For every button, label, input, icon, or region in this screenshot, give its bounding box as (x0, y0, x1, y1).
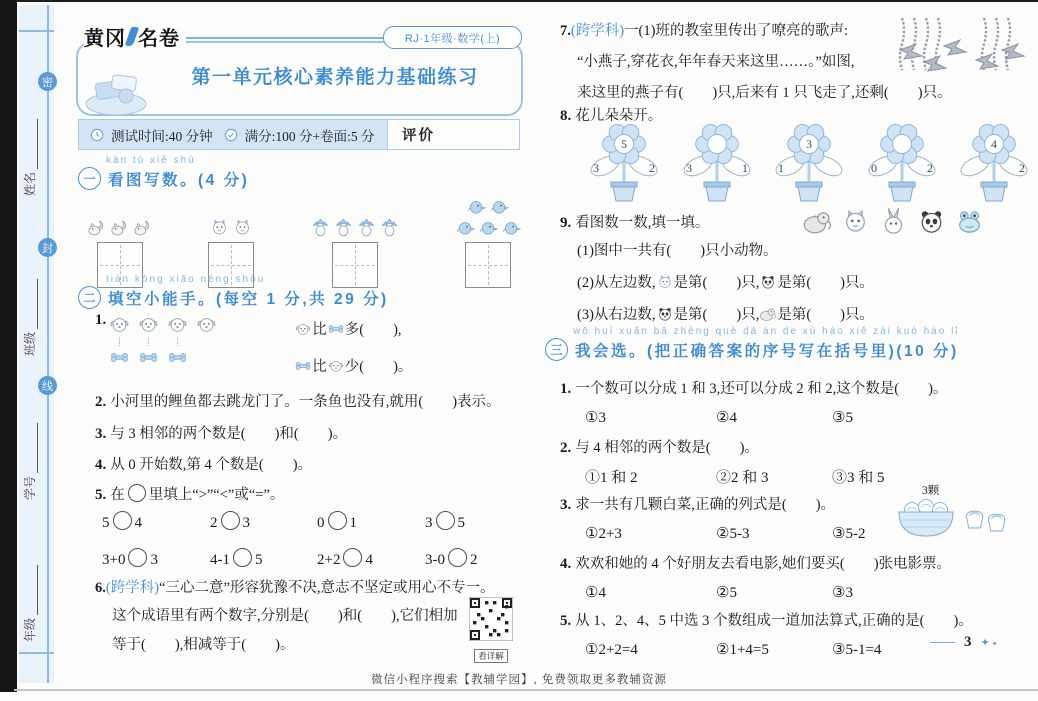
svg-text:3: 3 (593, 161, 599, 175)
picture-rows (455, 194, 522, 238)
bird-icon (489, 196, 510, 217)
option-item: ③5 (832, 410, 853, 426)
option-item: ③3 和 5 (832, 470, 885, 486)
answer-circle (436, 511, 455, 530)
text-fragment: 比 (312, 322, 327, 338)
text-fragment: 里填上“>”“<”或“=”。 (148, 487, 285, 503)
question-4 (95, 453, 312, 474)
name-label: 姓名 (23, 171, 37, 196)
choice-2-options (585, 466, 885, 487)
choice-1-text: 一个数可以分成 1 和 3,还可以分成 2 和 2,这个数是( )。 (575, 381, 948, 397)
dog-icon (327, 357, 345, 375)
dotted-line (177, 337, 178, 346)
left-value: 3+0 (102, 551, 126, 568)
text-fragment: 在 (110, 487, 125, 503)
left-value: 3 (425, 514, 433, 531)
svg-text:5: 5 (621, 137, 627, 151)
number-bond-flower (861, 120, 943, 213)
picture-row (310, 217, 400, 238)
left-value: 0 (317, 514, 325, 531)
right-value: 2 (470, 551, 478, 568)
test-time: 测试时间:40 分钟 (111, 128, 213, 144)
left-value: 2 (210, 514, 218, 531)
svg-text:2: 2 (649, 161, 655, 175)
seal-line (47, 5, 49, 683)
section-1-header (78, 155, 249, 190)
svg-text:4: 4 (991, 137, 997, 151)
svg-text:2: 2 (926, 161, 933, 175)
squirrel-icon (132, 217, 153, 238)
panda-icon (759, 273, 777, 291)
elephant-icon (802, 206, 833, 237)
text-fragment: 多( ), (344, 322, 402, 338)
picture-row (455, 196, 522, 217)
radish-icon (356, 217, 377, 238)
bird-icon (455, 217, 476, 238)
text-fragment: (3)从右边数, (577, 307, 656, 323)
cross-subject-tag: (跨学科) (105, 580, 160, 596)
option-item: ①4 (585, 585, 606, 601)
option-item: ③3 (832, 585, 853, 601)
choice-5-text: 从 1、2、4、5 中选 3 个数组成一道加法算式,正确的是( )。 (575, 613, 973, 629)
section-3-pinyin: wǒ huì xuǎn bǎ zhèng què dá àn de xù hào xiě zài kuò hào lǐ (573, 326, 960, 337)
picture-row (455, 217, 522, 238)
picture-row (209, 217, 253, 238)
question-8-number: 8. (560, 108, 572, 124)
option-item: ②5 (716, 585, 737, 601)
edition-badge: RJ·1年级·数学(上) (383, 26, 522, 49)
question-3 (95, 422, 347, 443)
question-7-line3: 来这里的燕子有( )只,后来有 1 只飞走了,还剩( )只。 (577, 85, 952, 102)
bird-icon (466, 196, 487, 217)
right-value: 4 (365, 551, 373, 568)
sparkle-icon: ✦✦ (980, 637, 1000, 649)
choice-3-options (585, 524, 865, 543)
right-value: 3 (150, 551, 158, 568)
right-value: 4 (134, 514, 142, 531)
comparison-item (102, 511, 210, 532)
student-no-blank-line (26, 423, 38, 473)
option-item: ①2+3 (585, 526, 622, 542)
answer-circle (128, 548, 147, 567)
dotted-line (119, 337, 120, 346)
seal-mark-xian: 线 (38, 376, 57, 395)
option-item: ②5-3 (716, 526, 750, 542)
cross-subject-tag: (跨学科) (570, 23, 625, 39)
section-3-number: 三 (545, 338, 568, 361)
clock-icon (89, 127, 105, 143)
choice-2 (560, 436, 759, 457)
bone-icon (138, 347, 159, 368)
qr-block (467, 597, 515, 664)
answer-circle (221, 511, 240, 530)
choice-4 (560, 552, 951, 573)
option-item: ①1 和 2 (585, 470, 638, 486)
choice-3-text: 求一共有几颗白菜,正确的列式是( )。 (575, 497, 836, 513)
question-9 (560, 211, 709, 232)
compare-more-line (294, 318, 523, 339)
page-title: 第一单元核心素养能力基础练习 (191, 67, 479, 88)
number-bond-flower (676, 120, 758, 213)
name-blank-line (26, 119, 38, 169)
seal-mark-mi: 密 (38, 72, 57, 91)
scan-edge-left (0, 0, 17, 692)
svg-text:0: 0 (870, 161, 877, 175)
left-value: 2+2 (317, 551, 341, 568)
question-3-text: 与 3 相邻的两个数是( )和( )。 (110, 426, 348, 442)
choice-1-number: 1. (560, 381, 572, 397)
swallows-picture (888, 12, 1036, 86)
option-item: ②4 (716, 410, 737, 426)
question-6-line1 (95, 574, 523, 602)
choice-5 (560, 609, 973, 630)
choice-5-options (585, 640, 881, 659)
grade-blank-line (26, 565, 38, 615)
dog-icon (166, 313, 189, 336)
answer-circle (343, 548, 362, 567)
comparison-grid (102, 506, 522, 573)
number-bond-flowers (583, 120, 1035, 213)
grade-field (22, 550, 38, 642)
choice-3-number: 3. (560, 497, 572, 513)
choice-5-number: 5. (560, 613, 572, 629)
scan-edge-top (0, 0, 1038, 2)
question-2-number: 2. (95, 394, 107, 410)
question-7-line2: “小燕子,穿花衣,年年春天来这里……。”如图, (577, 54, 855, 71)
text-fragment: 是第( )只, (673, 307, 760, 323)
cabbage-count-label: 3颗 (922, 485, 940, 497)
answer-circle (448, 548, 467, 567)
question-1 (95, 312, 523, 376)
page-number-dash (930, 642, 955, 643)
option-item: ①2+2=4 (585, 642, 638, 658)
bone-icon (327, 320, 345, 338)
check-icon (223, 127, 239, 143)
bone-icon (167, 347, 188, 368)
answer-circle (128, 484, 146, 502)
scan-edge-bottom (14, 689, 1038, 691)
comparison-item (425, 511, 522, 532)
animals-row-picture (802, 206, 985, 237)
svg-text:3: 3 (685, 161, 692, 175)
writing-box (465, 242, 511, 288)
bird-icon (478, 217, 499, 238)
header-illustration (82, 66, 150, 116)
choice-4-options (585, 583, 853, 602)
dog-icon (108, 313, 131, 336)
left-value: 4-1 (210, 551, 230, 568)
choice-4-text: 欢欢和她的 4 个好朋友去看电影,她们要买( )张电影票。 (575, 556, 952, 572)
picture-rows (86, 194, 153, 238)
number-bond-flower (583, 120, 665, 213)
text-fragment: 是第( )只。 (777, 307, 875, 323)
option-item: ③5-1=4 (832, 642, 882, 658)
comparison-item (317, 511, 425, 532)
question-9-number: 9. (560, 215, 572, 231)
right-value: 5 (457, 514, 465, 531)
cabbage-picture (896, 482, 1034, 549)
section-2-header (78, 274, 389, 309)
evaluation-box: 评价 (387, 120, 519, 149)
answer-circle (233, 548, 252, 567)
comparison-item (317, 548, 425, 569)
svg-text:1: 1 (778, 161, 784, 175)
choice-1 (560, 377, 947, 398)
brand-left: 黄冈 (84, 28, 126, 50)
panda-icon (916, 206, 947, 237)
question-9-sub3 (577, 303, 874, 324)
number-bond-flower (953, 120, 1035, 213)
bones-row (108, 347, 278, 368)
name-field (22, 104, 38, 196)
picture-group (455, 194, 522, 288)
question-9-text: 看图数一数,填一填。 (575, 215, 710, 231)
question-4-text: 从 0 开始数,第 4 个数是( )。 (110, 457, 313, 473)
radish-icon (310, 217, 331, 238)
question-3-number: 3. (95, 426, 107, 442)
section-3-title: 我会选。(把正确答案的序号写在括号里)(10 分) (575, 342, 959, 360)
cabbage-basket-icon (896, 531, 1032, 548)
section-1-pinyin: kàn tú xiě shù (106, 155, 196, 166)
rabbit-icon (878, 206, 909, 237)
cat-icon (656, 273, 674, 291)
question-4-number: 4. (95, 457, 107, 473)
question-2 (95, 390, 501, 411)
bird-icon (501, 217, 522, 238)
number-bond-flower (768, 120, 850, 213)
qr-caption: 看详解 (474, 649, 508, 663)
question-5-text (110, 487, 284, 503)
promo-footer: 微信小程序搜索【教辅学园】, 免费领取更多教辅资源 (371, 674, 667, 686)
radish-icon (333, 217, 354, 238)
left-value: 5 (102, 514, 110, 531)
dogs-row (108, 313, 278, 336)
dog-icon (294, 320, 312, 338)
question-7-text1: 一(1)班的教室里传出了嘹亮的歌声: (624, 23, 848, 39)
choice-4-number: 4. (560, 556, 572, 572)
choice-2-text: 与 4 相邻的两个数是( )。 (575, 440, 759, 456)
option-item: ②2 和 3 (716, 470, 769, 486)
question-7-number: 7. (560, 23, 571, 39)
question-8-text: 花儿朵朵开。 (575, 108, 663, 124)
squirrel-icon (109, 217, 130, 238)
page-number: 3 (964, 634, 972, 650)
question-6-line2: 这个成语里有两个数字,分别是( )和( ),它们相加 (112, 608, 458, 625)
radish-icon (379, 217, 400, 238)
seal-mark-feng: 封 (38, 238, 57, 257)
option-item: ③5-2 (832, 526, 866, 542)
frog-icon (954, 206, 985, 237)
option-item: ②1+4=5 (716, 642, 769, 658)
answer-circle (113, 511, 132, 530)
full-score: 满分:100 分+卷面:5 分 (244, 128, 375, 144)
compare-less-line (294, 355, 523, 376)
text-fragment: (2)从左边数, (577, 275, 656, 291)
cat-icon (232, 217, 253, 238)
cat-icon (840, 206, 871, 237)
dog-icon (195, 313, 218, 336)
seal-line-top (19, 30, 54, 32)
section-2-title: 填空小能手。(每空 1 分,共 29 分) (108, 290, 389, 308)
question-6-line3: 等于( ),相减等于( )。 (112, 636, 295, 653)
question-6-number: 6. (95, 580, 106, 596)
question-9-sub1 (577, 239, 778, 260)
student-no-label: 学号 (23, 475, 37, 500)
section-2-pinyin: tián kòng xiǎo néng shǒu (106, 274, 266, 285)
right-value: 1 (349, 514, 357, 531)
grade-label: 年级 (23, 617, 37, 642)
section-2-number: 二 (78, 286, 101, 309)
dotted-links (108, 337, 278, 346)
question-6-text1: “三心二意”形容犹豫不决,意志不坚定或用心不专一。 (159, 580, 495, 596)
elephant-icon (759, 305, 777, 323)
brand-logo (84, 22, 186, 51)
comparison-row (102, 543, 522, 573)
class-blank-line (26, 279, 38, 329)
bone-icon (294, 357, 312, 375)
svg-text:1: 1 (741, 161, 748, 175)
section-1-number: 一 (78, 167, 101, 190)
page-number-block (930, 634, 1000, 651)
choice-3 (560, 493, 835, 514)
dogs-and-bones-picture (108, 312, 278, 376)
class-label: 班级 (23, 331, 37, 356)
comparison-item (210, 548, 317, 569)
question-1-text (278, 312, 523, 376)
svg-text:3: 3 (806, 137, 812, 151)
dog-icon (137, 313, 160, 336)
qr-code (469, 628, 513, 645)
right-value: 5 (255, 551, 263, 568)
comparison-row (102, 506, 522, 536)
question-5-number: 5. (95, 487, 107, 503)
picture-rows (209, 194, 253, 238)
question-1-number: 1. (95, 312, 107, 328)
comparison-item (425, 548, 522, 569)
question-9-sub2 (577, 271, 874, 292)
section-1-title: 看图写数。(4 分) (108, 171, 250, 189)
text-fragment: 比 (312, 359, 327, 375)
text-fragment: 是第( )只。 (777, 275, 875, 291)
test-info-bar (78, 119, 520, 150)
bone-icon (109, 347, 130, 368)
section-3-header (545, 326, 960, 361)
student-no-field (22, 408, 38, 500)
option-item: ①3 (585, 410, 606, 426)
text-fragment: 是第( )只, (673, 275, 760, 291)
choice-2-number: 2. (560, 440, 572, 456)
cat-icon (209, 217, 230, 238)
squirrel-icon (86, 217, 107, 238)
question-9-sub1-text: (1)图中一共有( )只小动物。 (577, 243, 778, 259)
seal-line-bottom (19, 652, 54, 654)
question-5 (95, 483, 284, 504)
brand-right: 名卷 (138, 28, 180, 50)
panda-icon (656, 305, 674, 323)
text-fragment: 少( )。 (344, 359, 413, 375)
picture-row (86, 217, 153, 238)
picture-rows (310, 194, 400, 238)
right-value: 3 (242, 514, 250, 531)
svg-text:2: 2 (1019, 161, 1025, 175)
left-value: 3-0 (425, 551, 445, 568)
question-6 (95, 574, 523, 659)
comparison-item (102, 548, 210, 569)
answer-circle (328, 511, 347, 530)
comparison-item (210, 511, 317, 532)
class-field (22, 264, 38, 356)
choice-1-options (585, 408, 853, 427)
question-2-text: 小河里的鲤鱼都去跳龙门了。一条鱼也没有,就用( )表示。 (110, 394, 501, 410)
dotted-line (148, 337, 149, 346)
